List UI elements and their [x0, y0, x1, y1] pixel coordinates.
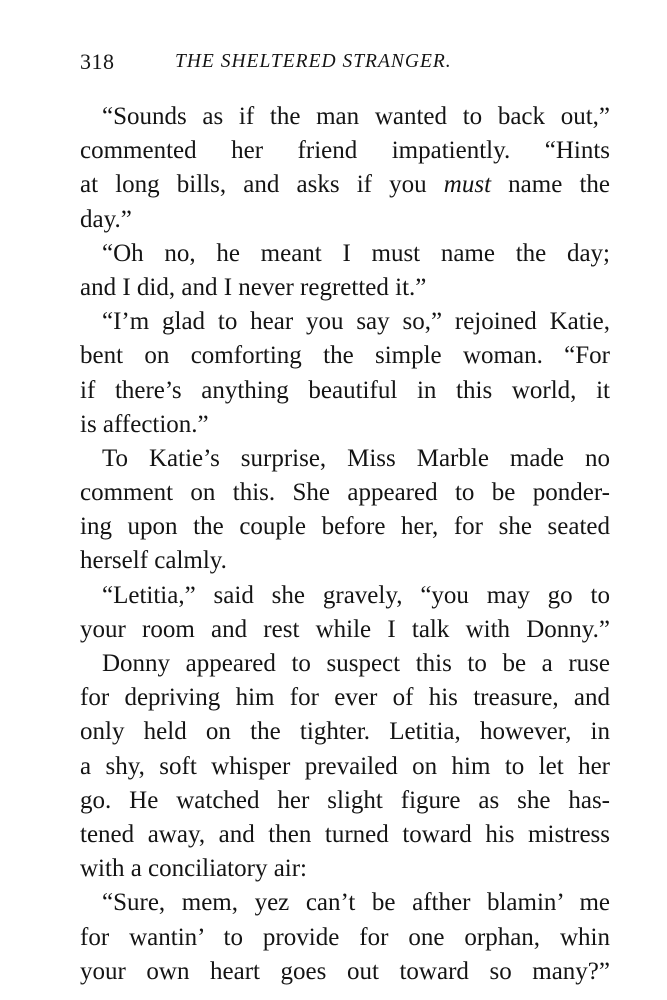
body-text — [80, 100, 610, 989]
text-line-part: at long bills, and asks if you — [80, 171, 444, 199]
text-line: a shy, soft whisper prevailed on him to let her — [80, 752, 610, 780]
emphasized-word: must — [443, 171, 492, 199]
text-line: is affection.” — [80, 410, 209, 438]
text-line: day.” — [80, 205, 132, 233]
text-line-part: name the — [491, 171, 610, 199]
text-line: only held on the tighter. Letitia, however, in — [80, 718, 610, 746]
text-line: To Katie’s surprise, Miss Marble made no — [102, 444, 610, 472]
text-line — [80, 168, 610, 202]
running-title: THE SHELTERED STRANGER. — [175, 51, 452, 72]
text-line: if there’s anything beautiful in this world, it — [80, 376, 610, 404]
text-line: your room and rest while I talk with Donny.” — [80, 615, 610, 643]
text-line: your own heart goes out toward so many?” — [80, 957, 610, 985]
text-line: tened away, and then turned toward his mistress — [80, 820, 610, 848]
page-number: 318 — [80, 49, 115, 74]
page-header — [80, 47, 610, 77]
text-line: for depriving him for ever of his treasure, and — [80, 684, 610, 712]
text-line: for wantin’ to provide for one orphan, whin — [80, 923, 610, 951]
text-line: “Sure, mem, yez can’t be afther blamin’ me — [102, 889, 610, 917]
text-line: go. He watched her slight figure as she has- — [80, 786, 610, 814]
text-line: “Oh no, he meant I must name the day; — [102, 239, 610, 267]
text-line: Donny appeared to suspect this to be a ruse — [102, 650, 610, 677]
text-line: “Sounds as if the man wanted to back out,” — [102, 103, 610, 130]
text-line: herself calmly. — [80, 547, 227, 575]
text-line: with a conciliatory air: — [80, 855, 308, 883]
text-line: comment on this. She appeared to be ponder- — [80, 479, 610, 507]
text-line: “I’m glad to hear you say so,” rejoined Katie, — [102, 308, 610, 336]
text-line: “Letitia,” said she gravely, “you may go to — [102, 581, 610, 609]
text-line: commented her friend impatiently. “Hints — [80, 137, 610, 165]
text-line: ing upon the couple before her, for she seated — [80, 513, 610, 541]
text-line: and I did, and I never regretted it.” — [80, 273, 427, 301]
text-line: bent on comforting the simple woman. “For — [80, 342, 610, 370]
